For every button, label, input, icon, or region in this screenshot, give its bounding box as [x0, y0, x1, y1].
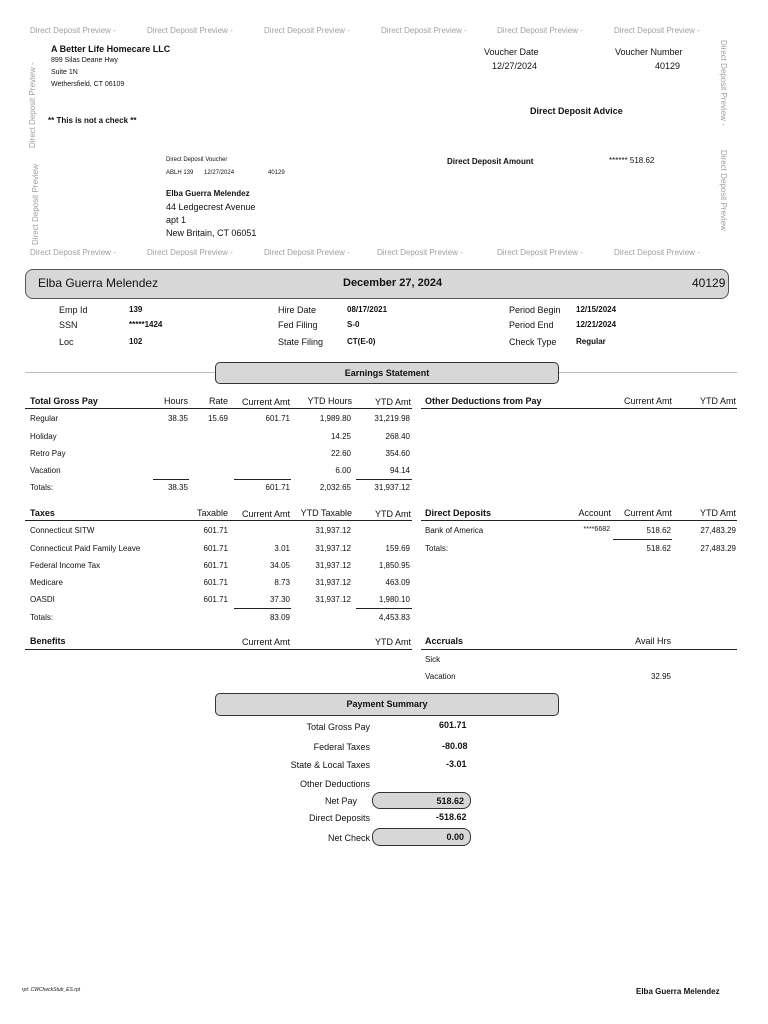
emp-id-label: Emp Id: [59, 305, 88, 315]
tax-taxable: 601.71: [203, 561, 228, 570]
tax-ytd-amt: 1,980.10: [378, 595, 410, 604]
watermark-vertical: Direct Deposit Preview -: [719, 40, 728, 126]
hire-date: 08/17/2021: [347, 305, 388, 314]
earnings-statement-title: Earnings Statement: [215, 362, 559, 384]
tax-ytd-amt: 463.09: [385, 578, 410, 587]
direct-deposits-title: Direct Deposits: [425, 508, 492, 518]
watermark-text: Direct Deposit Preview -: [377, 248, 463, 257]
ssn-label: SSN: [59, 320, 78, 330]
gross-earning-type: Holiday: [30, 432, 57, 441]
period-begin: 12/15/2024: [576, 305, 617, 314]
table-rule: [421, 520, 737, 521]
tax-ytd-taxable: 31,937.12: [315, 561, 351, 570]
gross-header-ytd-hours: YTD Hours: [307, 396, 352, 406]
payee-name: Elba Guerra Melendez: [166, 189, 250, 198]
watermark-text: Direct Deposit Preview -: [147, 248, 233, 257]
voucher-number-label: Voucher Number: [615, 47, 683, 57]
fed-filing: S-0: [347, 320, 360, 329]
voucher-date: 12/27/2024: [492, 61, 538, 71]
emp-id: 139: [129, 305, 143, 314]
dd-header-current: Current Amt: [623, 508, 672, 518]
dd-voucher-code: ABLH 139: [166, 170, 194, 176]
gross-total-ytd-amt: 31,937.12: [374, 483, 410, 492]
loc: 102: [129, 337, 143, 346]
dd-total-ytd: 27,483.29: [700, 544, 736, 553]
period-begin-label: Period Begin: [509, 305, 561, 315]
dd-bank: Bank of America: [425, 526, 484, 535]
tax-name: Medicare: [30, 578, 63, 587]
gross-earning-type: Vacation: [30, 466, 61, 475]
tax-taxable: 601.71: [203, 578, 228, 587]
benefits-header-ytd: YTD Amt: [374, 637, 411, 647]
payment-summary-title: Payment Summary: [215, 693, 559, 716]
voucher-number: 40129: [655, 61, 681, 71]
summary-dd-label: Direct Deposits: [308, 813, 370, 823]
summary-state-value: -3.01: [446, 759, 467, 769]
check-type-label: Check Type: [509, 337, 557, 347]
dd-amount-value: ****** 518.62: [609, 156, 655, 165]
dd-voucher-date: 12/27/2024: [204, 170, 235, 176]
tax-ytd-amt: 159.69: [385, 544, 410, 553]
company-address2: Suite 1N: [51, 69, 78, 76]
taxes-header-current: Current Amt: [241, 509, 290, 519]
summary-check-label: Net Check: [327, 833, 370, 843]
dd-ytd: 27,483.29: [700, 526, 736, 535]
taxes-title: Taxes: [30, 508, 55, 518]
accrual-type: Sick: [425, 655, 441, 664]
accrual-type: Vacation: [425, 672, 456, 681]
taxes-header-ytd-amt: YTD Amt: [374, 509, 411, 519]
tax-ytd-taxable: 31,937.12: [315, 595, 351, 604]
company-name: A Better Life Homecare LLC: [51, 44, 171, 54]
watermark-text: Direct Deposit Preview -: [497, 26, 583, 35]
accruals-title: Accruals: [425, 636, 464, 646]
totals-rule: [234, 608, 291, 609]
tax-name: Federal Income Tax: [30, 561, 101, 570]
tax-taxable: 601.71: [203, 544, 228, 553]
tax-current: 37.30: [269, 595, 290, 604]
tax-taxable: 601.71: [203, 595, 228, 604]
benefits-header-current: Current Amt: [241, 637, 290, 647]
gross-rate: 15.69: [207, 414, 228, 423]
period-end: 12/21/2024: [576, 320, 617, 329]
dd-header-account: Account: [578, 508, 611, 518]
gross-ytd-hours: 1,989.80: [319, 414, 351, 423]
summary-net-label: Net Pay: [324, 796, 357, 806]
summary-check-value: 0.00: [372, 828, 471, 846]
tax-ytd-taxable: 31,937.12: [315, 544, 351, 553]
gross-ytd-hours: 6.00: [335, 466, 351, 475]
footer-employee-name: Elba Guerra Melendez: [636, 987, 720, 996]
watermark-text: Direct Deposit Preview -: [614, 26, 700, 35]
tax-name: Connecticut SITW: [30, 526, 95, 535]
gross-header-hours: Hours: [163, 396, 188, 406]
summary-fed-value: -80.08: [442, 741, 468, 751]
tax-current: 3.01: [274, 544, 290, 553]
advice-title: Direct Deposit Advice: [530, 106, 623, 116]
taxes-header-ytd-taxable: YTD Taxable: [300, 508, 352, 518]
fed-filing-label: Fed Filing: [278, 320, 318, 330]
summary-other-label: Other Deductions: [299, 779, 370, 789]
table-rule: [421, 408, 737, 409]
dd-voucher-title: Direct Deposit Voucher: [166, 157, 228, 163]
tax-total-ytd-amt: 4,453.83: [378, 613, 410, 622]
dd-amount-label: Direct Deposit Amount: [447, 157, 534, 166]
tax-current: 8.73: [274, 578, 290, 587]
gross-hours: 38.35: [167, 414, 188, 423]
dd-account: ****6682: [583, 526, 610, 533]
summary-dd-value: -518.62: [436, 812, 467, 822]
divider-line: [559, 372, 737, 373]
summary-net-value: 518.62: [372, 792, 471, 809]
dd-voucher-number: 40129: [268, 170, 285, 176]
gross-earning-type: Regular: [30, 414, 59, 423]
state-filing: CT(E-0): [347, 337, 376, 346]
watermark-text: Direct Deposit Preview -: [497, 248, 583, 257]
period-end-label: Period End: [509, 320, 554, 330]
payee-city: New Britain, CT 06051: [166, 228, 257, 238]
totals-rule: [356, 608, 412, 609]
gross-header-title: Total Gross Pay: [30, 396, 98, 406]
tax-name: OASDI: [30, 595, 55, 604]
tax-ytd-taxable: 31,937.12: [315, 578, 351, 587]
gross-ytd-amt: 354.60: [385, 449, 410, 458]
tax-ytd-amt: 1,850.95: [378, 561, 410, 570]
loc-label: Loc: [59, 337, 74, 347]
gross-earning-type: Retro Pay: [30, 449, 66, 458]
gross-current: 601.71: [265, 414, 290, 423]
watermark-vertical: Direct Deposit Preview: [31, 164, 40, 245]
header-voucher-number: 40129: [692, 276, 726, 290]
totals-rule: [613, 539, 672, 540]
accruals-header-avail: Avail Hrs: [635, 636, 671, 646]
gross-header-ytd-amt: YTD Amt: [374, 397, 411, 407]
watermark-text: Direct Deposit Preview -: [30, 248, 116, 257]
watermark-text: Direct Deposit Preview -: [614, 248, 700, 257]
table-rule: [25, 520, 412, 521]
gross-ytd-amt: 31,219.98: [374, 414, 410, 423]
tax-total-current: 83.09: [269, 613, 290, 622]
dd-total-current: 518.62: [646, 544, 671, 553]
check-type: Regular: [576, 337, 606, 346]
benefits-title: Benefits: [30, 636, 66, 646]
ssn: *****1424: [129, 320, 163, 329]
watermark-text: Direct Deposit Preview -: [264, 248, 350, 257]
header-check-date: December 27, 2024: [343, 277, 443, 289]
summary-gross-label: Total Gross Pay: [306, 722, 370, 732]
gross-total-ytd-hours: 2,032.65: [319, 483, 351, 492]
tax-current: 34.05: [269, 561, 290, 570]
voucher-date-label: Voucher Date: [484, 47, 539, 57]
dd-current: 518.62: [646, 526, 671, 535]
watermark-vertical: Direct Deposit Preview -: [28, 62, 37, 148]
watermark-text: Direct Deposit Preview -: [147, 26, 233, 35]
gross-ytd-hours: 14.25: [330, 432, 351, 441]
other-deductions-title: Other Deductions from Pay: [425, 396, 542, 406]
table-rule: [421, 649, 737, 650]
other-deductions-current: Current Amt: [623, 396, 672, 406]
summary-fed-label: Federal Taxes: [313, 742, 370, 752]
payee-address1: 44 Ledgecrest Avenue: [166, 202, 256, 212]
not-a-check-notice: ** This is not a check **: [48, 116, 137, 125]
hire-date-label: Hire Date: [278, 305, 317, 315]
totals-rule: [234, 479, 291, 480]
tax-ytd-taxable: 31,937.12: [315, 526, 351, 535]
summary-state-label: State & Local Taxes: [290, 760, 370, 770]
dd-header-ytd: YTD Amt: [699, 508, 736, 518]
tax-name: Connecticut Paid Family Leave: [30, 544, 141, 553]
taxes-header-taxable: Taxable: [196, 508, 228, 518]
watermark-text: Direct Deposit Preview -: [264, 26, 350, 35]
accrual-avail: 32.95: [650, 672, 671, 681]
table-rule: [25, 649, 412, 650]
divider-line: [25, 372, 215, 373]
gross-ytd-hours: 22.60: [330, 449, 351, 458]
report-filename: rpt: CWCheckStub_ES.rpt: [22, 987, 81, 993]
totals-rule: [356, 479, 412, 480]
watermark-text: Direct Deposit Preview -: [30, 26, 116, 35]
tax-totals-label: Totals:: [30, 613, 54, 622]
state-filing-label: State Filing: [278, 337, 324, 347]
company-city: Wethersfield, CT 06109: [51, 81, 125, 88]
gross-total-hours: 38.35: [167, 483, 188, 492]
payee-address2: apt 1: [166, 215, 187, 225]
watermark-text: Direct Deposit Preview -: [381, 26, 467, 35]
watermark-vertical: Direct Deposit Preview: [719, 150, 728, 231]
gross-ytd-amt: 94.14: [389, 466, 410, 475]
table-rule: [25, 408, 412, 409]
dd-totals-label: Totals:: [425, 544, 449, 553]
header-employee-name: Elba Guerra Melendez: [38, 276, 159, 290]
gross-header-rate: Rate: [208, 396, 228, 406]
gross-totals-label: Totals:: [30, 483, 54, 492]
gross-header-current: Current Amt: [241, 397, 290, 407]
company-address1: 899 Silas Deane Hwy: [51, 57, 118, 64]
tax-taxable: 601.71: [203, 526, 228, 535]
totals-rule: [153, 479, 189, 480]
summary-gross-value: 601.71: [439, 720, 467, 730]
other-deductions-ytd: YTD Amt: [699, 396, 736, 406]
gross-ytd-amt: 268.40: [385, 432, 410, 441]
gross-total-current: 601.71: [265, 483, 290, 492]
